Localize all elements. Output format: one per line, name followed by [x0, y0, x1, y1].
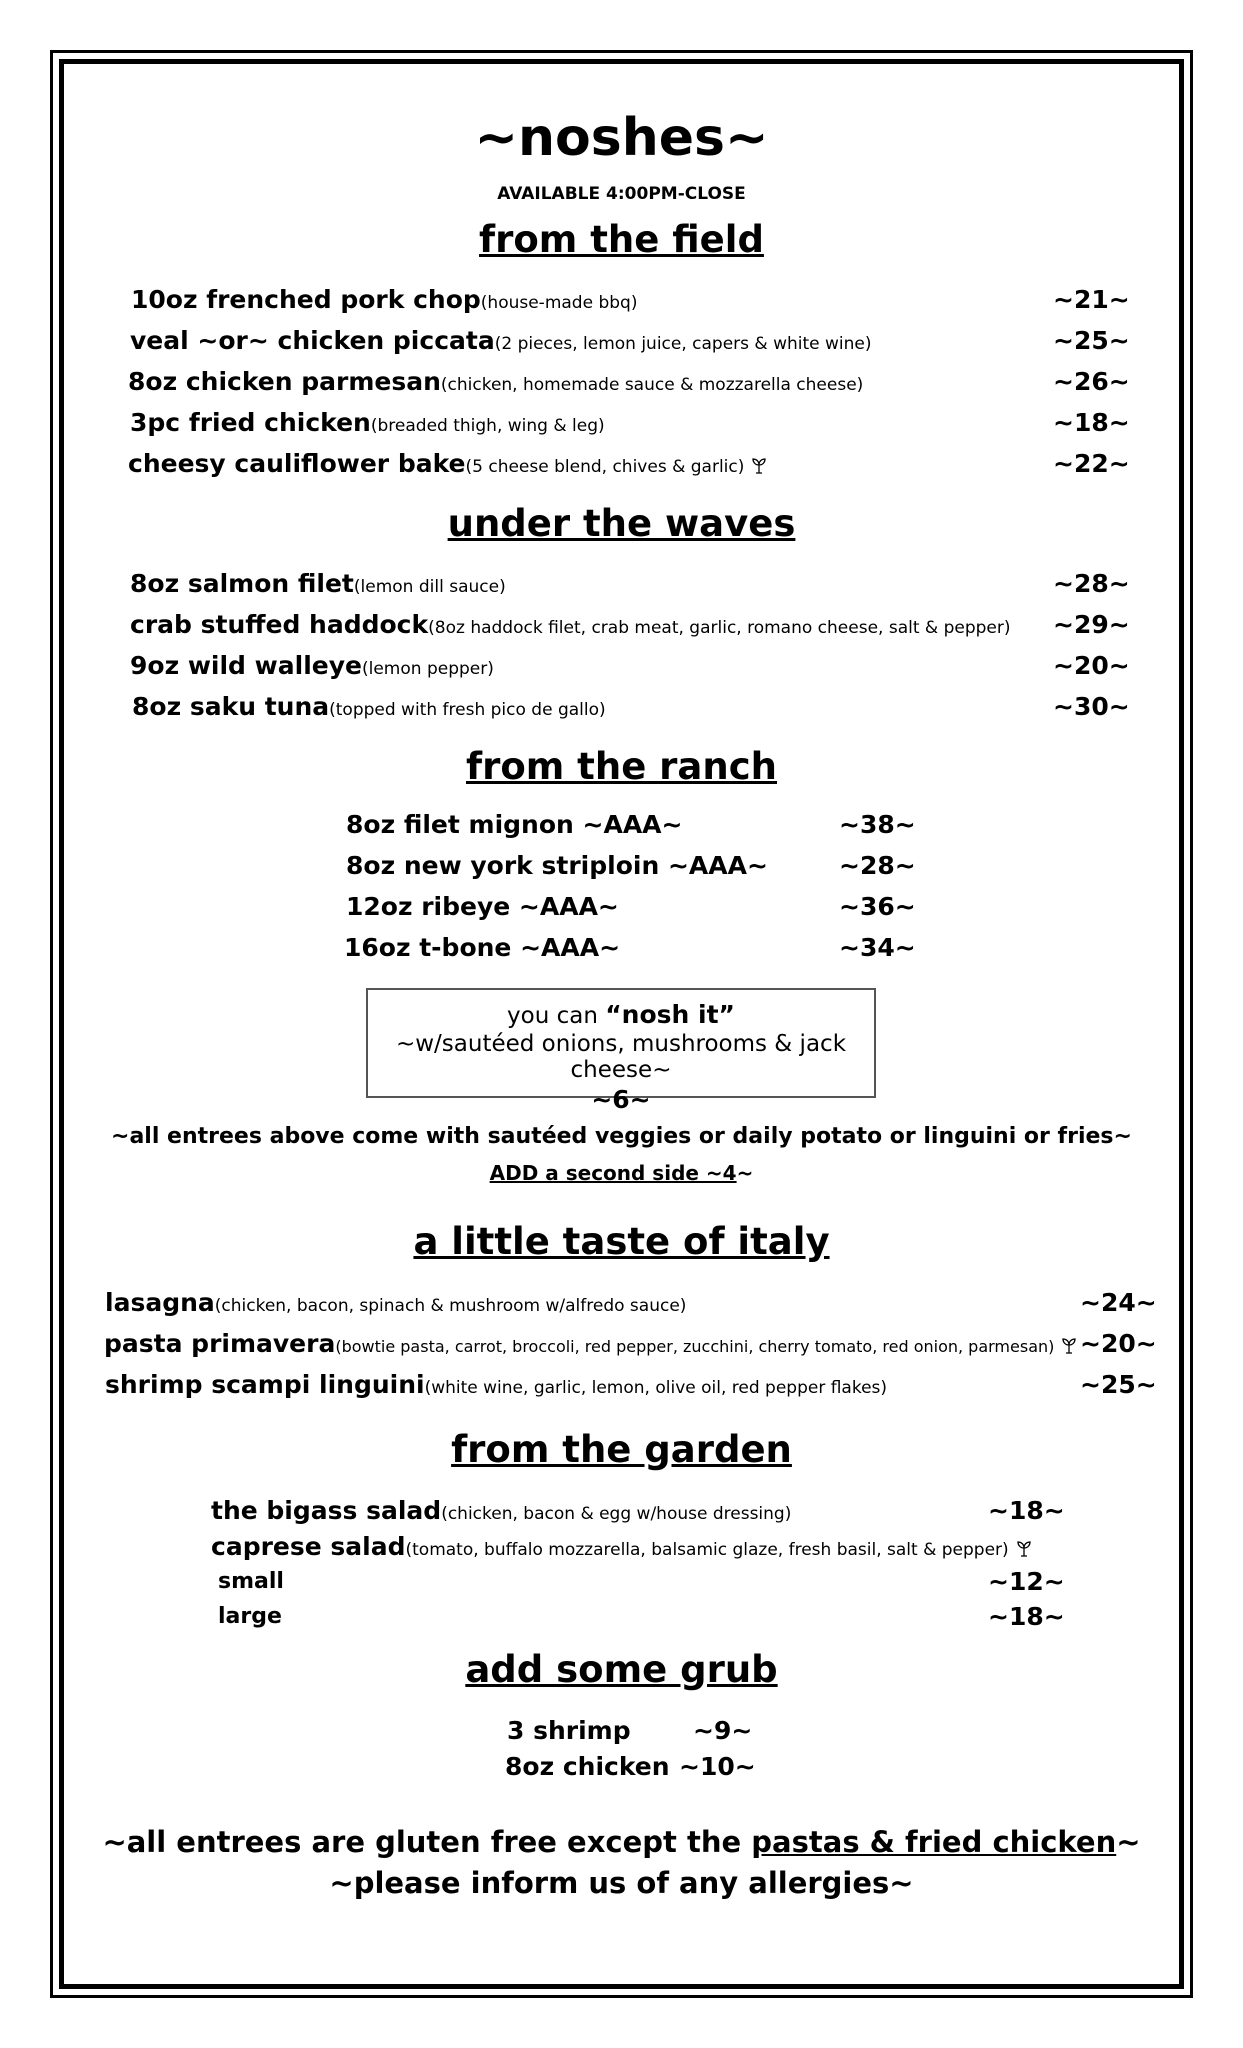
item-price: ~24~ — [1080, 1288, 1157, 1317]
item-price: ~20~ — [1053, 651, 1130, 680]
menu-item — [130, 651, 494, 680]
item-description: (5 cheese blend, chives & garlic) — [465, 457, 745, 477]
item-description: (2 pieces, lemon juice, capers & white wine) — [494, 334, 872, 354]
menu-item — [132, 692, 606, 721]
menu-item — [104, 1329, 1076, 1358]
menu-item — [130, 610, 1010, 639]
item-name: 16oz t-bone ~AAA~ — [344, 933, 621, 962]
section-heading-grub: add some grub — [465, 1648, 778, 1691]
item-price: ~18~ — [1053, 408, 1130, 437]
menu-item — [130, 408, 605, 437]
gluten-free-exception: pastas & fried chicken — [751, 1825, 1117, 1859]
item-description: (chicken, bacon & egg w/house dressing) — [441, 1504, 792, 1524]
second-side-note — [0, 1161, 1243, 1185]
item-price: ~12~ — [988, 1567, 1065, 1596]
item-description: (8oz haddock filet, crab meat, garlic, romano cheese, salt & pepper) — [428, 618, 1011, 638]
vegetarian-leaf-icon — [1017, 1539, 1031, 1557]
nosh-it-detail: ~w/sautéed onions, mushrooms & jack cheese~ — [395, 1031, 847, 1083]
item-price: ~25~ — [1053, 326, 1130, 355]
menu-item — [130, 326, 872, 355]
item-price: ~29~ — [1053, 610, 1130, 639]
menu-item — [130, 569, 506, 598]
item-description: (chicken, bacon, spinach & mushroom w/alfredo sauce) — [214, 1296, 687, 1316]
item-name: veal ~or~ chicken piccata — [130, 326, 495, 355]
section-heading-field: from the field — [479, 218, 764, 261]
item-name: pasta primavera — [104, 1329, 336, 1358]
item-price: ~38~ — [839, 810, 916, 839]
item-name: 3 shrimp — [507, 1716, 631, 1745]
gluten-free-note — [0, 1825, 1243, 1859]
menu-item — [128, 367, 863, 396]
item-name: 8oz chicken — [505, 1752, 670, 1781]
item-name: 3pc fried chicken — [130, 408, 371, 437]
menu-item — [131, 285, 637, 314]
item-name: 10oz frenched pork chop — [131, 285, 481, 314]
menu-item — [211, 1496, 791, 1525]
nosh-it-price: ~6~ — [591, 1085, 651, 1114]
item-name: caprese salad — [211, 1532, 406, 1561]
section-heading-italy: a little taste of italy — [413, 1220, 830, 1263]
item-price: ~36~ — [839, 892, 916, 921]
item-price: ~30~ — [1053, 692, 1130, 721]
item-description: (tomato, buffalo mozzarella, balsamic glaze, fresh basil, salt & pepper) — [405, 1540, 1009, 1560]
item-price: ~28~ — [839, 851, 916, 880]
item-price: ~9~ — [693, 1716, 753, 1745]
item-price: ~18~ — [988, 1496, 1065, 1525]
item-price: ~25~ — [1080, 1370, 1157, 1399]
item-price: ~26~ — [1053, 367, 1130, 396]
item-name: 9oz wild walleye — [130, 651, 362, 680]
item-name: shrimp scampi linguini — [105, 1370, 425, 1399]
vegetarian-leaf-icon — [752, 456, 766, 474]
section-heading-ranch: from the ranch — [465, 745, 778, 788]
gluten-free-prefix: ~all entrees are gluten free except the — [102, 1825, 752, 1859]
item-description: (topped with fresh pico de gallo) — [329, 700, 606, 720]
menu-title: ~noshes~ — [474, 108, 769, 168]
item-name: 8oz saku tuna — [132, 692, 330, 721]
sides-note: ~all entrees above come with sautéed veggies or daily potato or linguini or fries~ — [111, 1124, 1132, 1149]
nosh-it-emphasis: “nosh it” — [605, 1000, 735, 1029]
item-name: crab stuffed haddock — [130, 610, 429, 639]
item-size-small: small — [218, 1569, 284, 1594]
vegetarian-leaf-icon — [1062, 1336, 1076, 1354]
item-name: 8oz salmon filet — [130, 569, 354, 598]
section-heading-garden: from the garden — [451, 1428, 792, 1471]
menu-item — [105, 1370, 887, 1399]
item-price: ~21~ — [1053, 285, 1130, 314]
allergy-note: ~please inform us of any allergies~ — [329, 1866, 914, 1900]
item-name: the bigass salad — [211, 1496, 442, 1525]
menu-item — [105, 1288, 686, 1317]
menu-item — [128, 449, 766, 478]
nosh-it-line — [368, 1000, 874, 1029]
item-description: (lemon dill sauce) — [353, 577, 506, 597]
item-price: ~18~ — [988, 1602, 1065, 1631]
gluten-free-suffix: ~ — [1116, 1825, 1141, 1859]
item-price: ~20~ — [1080, 1329, 1157, 1358]
item-price: ~10~ — [679, 1752, 756, 1781]
nosh-it-prefix: you can — [507, 1003, 606, 1029]
item-name: 8oz filet mignon ~AAA~ — [346, 810, 683, 839]
item-description: (breaded thigh, wing & leg) — [370, 416, 605, 436]
item-description: (chicken, homemade sauce & mozzarella cheese) — [440, 375, 864, 395]
item-price: ~22~ — [1053, 449, 1130, 478]
nosh-it-box — [366, 988, 876, 1114]
item-price: ~28~ — [1053, 569, 1130, 598]
second-side-tail: ~ — [736, 1161, 754, 1185]
item-name: 8oz new york striploin ~AAA~ — [346, 851, 768, 880]
item-description: (lemon pepper) — [361, 659, 494, 679]
menu-item — [211, 1532, 1031, 1561]
availability-note: AVAILABLE 4:00PM-CLOSE — [497, 184, 746, 204]
item-name: lasagna — [105, 1288, 215, 1317]
item-description: (house-made bbq) — [480, 293, 638, 313]
item-name: cheesy cauliflower bake — [128, 449, 466, 478]
item-name: 8oz chicken parmesan — [128, 367, 441, 396]
second-side-label: ADD a second side ~4 — [489, 1161, 737, 1185]
section-heading-waves: under the waves — [447, 502, 796, 545]
item-size-large: large — [218, 1604, 282, 1629]
item-description: (white wine, garlic, lemon, olive oil, red pepper flakes) — [424, 1378, 888, 1398]
item-name: 12oz ribeye ~AAA~ — [346, 892, 619, 921]
item-price: ~34~ — [839, 933, 916, 962]
item-description: (bowtie pasta, carrot, broccoli, red pepper, zucchini, cherry tomato, red onion, parmesan) — [335, 1337, 1055, 1356]
